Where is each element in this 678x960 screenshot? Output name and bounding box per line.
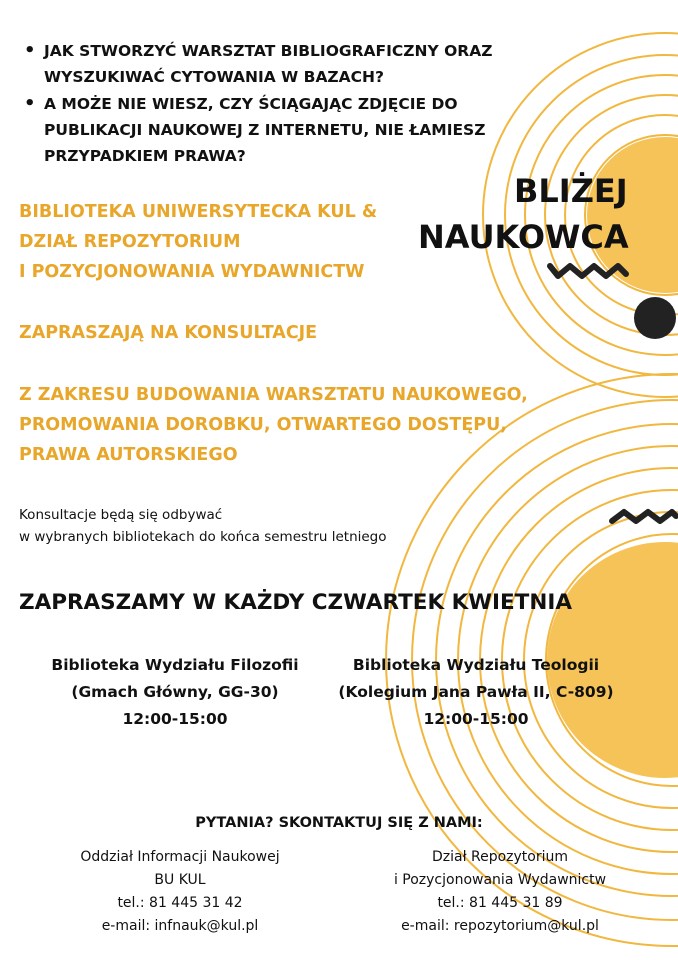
organizers <box>19 197 439 287</box>
contact-email[interactable]: e-mail: repozytorium@kul.pl <box>401 918 599 934</box>
zigzag-middle <box>612 512 676 521</box>
contact-heading: PYTANIA? SKONTAKTUJ SIĘ Z NAMI: <box>195 815 483 831</box>
contact-phone: tel.: 81 445 31 89 <box>437 895 563 911</box>
note-line: Konsultacje będą się odbywać <box>19 507 223 523</box>
title-line-1: BLIŻEJ <box>514 172 628 210</box>
invite-heading: ZAPRASZAJĄ NA KONSULTACJE <box>19 323 318 343</box>
intro-questions <box>20 38 520 170</box>
page-title <box>418 168 668 260</box>
consultation-note <box>19 504 439 548</box>
library-theology <box>336 652 616 733</box>
contact-info-science <box>50 846 310 938</box>
library-philosophy <box>40 652 310 733</box>
library-location: (Gmach Główny, GG-30) <box>71 683 279 701</box>
every-thursday-heading: ZAPRASZAMY W KAŻDY CZWARTEK KWIETNIA <box>19 590 572 615</box>
contact-repository <box>360 846 640 938</box>
title-line-2: NAUKOWCA <box>418 218 629 256</box>
library-location: (Kolegium Jana Pawła II, C-809) <box>338 683 614 701</box>
question-bibliography: • JAK STWORZYĆ WARSZTAT BIBLIOGRAFICZNY ORAZ WYSZUKIWAĆ CYTOWANIA W BAZACH? <box>20 38 520 90</box>
library-hours: 12:00-15:00 <box>423 710 529 728</box>
note-line: w wybranych bibliotekach do końca semestru letniego <box>19 529 387 545</box>
library-hours: 12:00-15:00 <box>122 710 228 728</box>
contact-dept: Oddział Informacji Naukowej <box>80 849 280 865</box>
contact-phone: tel.: 81 445 31 42 <box>117 895 243 911</box>
contact-email[interactable]: e-mail: infnauk@kul.pl <box>101 918 259 934</box>
topic-line: Z ZAKRESU BUDOWANIA WARSZTATU NAUKOWEGO, <box>19 385 528 405</box>
topic-line: PRAWA AUTORSKIEGO <box>19 445 238 465</box>
question-copyright: • A MOŻE NIE WIESZ, CZY ŚCIĄGAJĄC ZDJĘCIE DO PUBLIKACJI NAUKOWEJ Z INTERNETU, NIE ŁAMIESZ PRZYPADKIEM PRAWA? <box>20 91 520 169</box>
organizer-line: DZIAŁ REPOZYTORIUM <box>19 232 241 252</box>
contact-unit: BU KUL <box>154 872 206 888</box>
consultation-topics <box>19 380 579 470</box>
library-name: Biblioteka Wydziału Filozofii <box>51 656 299 674</box>
library-name: Biblioteka Wydziału Teologii <box>352 656 600 674</box>
contact-unit: i Pozycjonowania Wydawnictw <box>393 872 607 888</box>
topic-line: PROMOWANIA DOROBKU, OTWARTEGO DOSTĘPU, <box>19 415 507 435</box>
organizer-line: BIBLIOTEKA UNIWERSYTECKA KUL & <box>19 202 378 222</box>
contact-dept: Dział Repozytorium <box>431 849 569 865</box>
dark-dot <box>634 297 676 339</box>
organizer-line: I POZYCJONOWANIA WYDAWNICTW <box>19 262 365 282</box>
